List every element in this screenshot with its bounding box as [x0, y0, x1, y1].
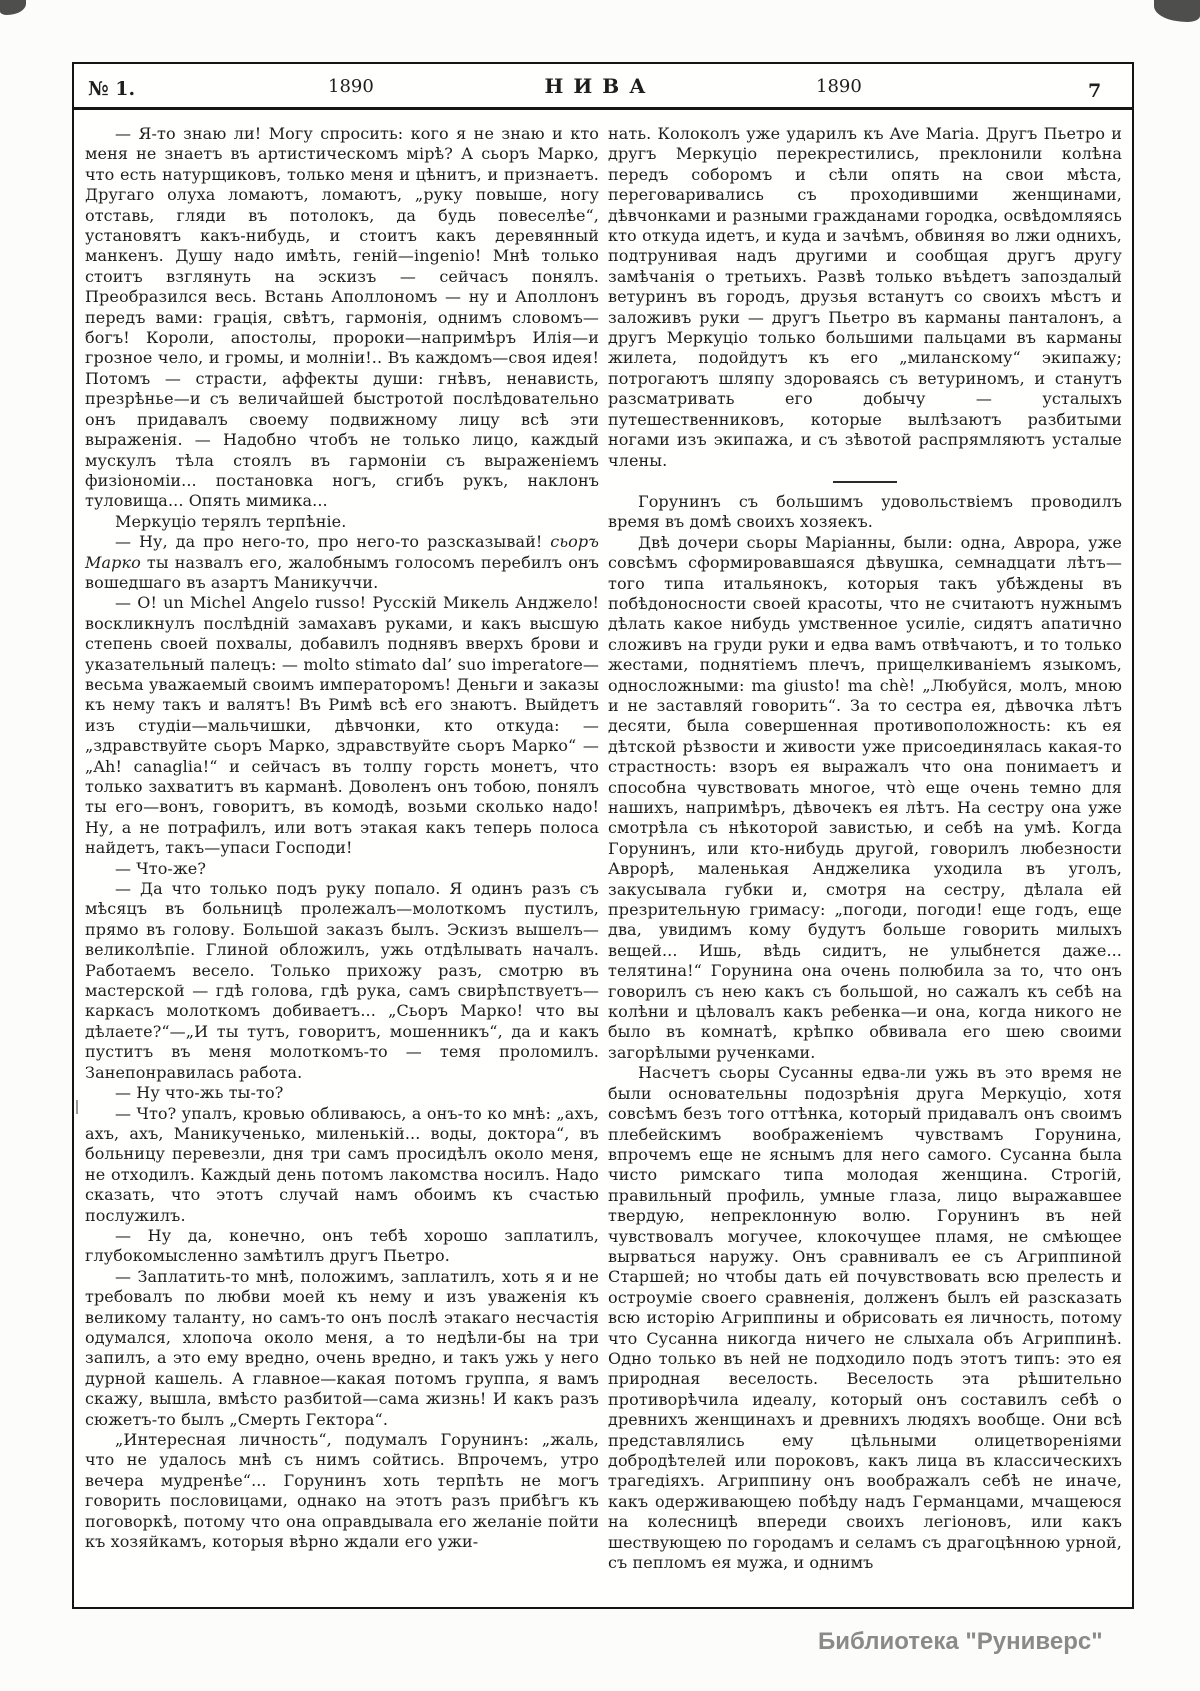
text-run: Меркуціо терялъ терпѣніе. — [115, 511, 347, 531]
text-run: — О! un Michel Angelo russo! Русскій Микель Анджело! воскликнулъ послѣдній замахавъ руками, и какъ высшую степень своей похвалы, добавилъ поднявъ вверхъ брови и указательный палецъ: — molto stimato dal’ suo imperatore—весьма уважаемый своимъ императоромъ! Деньги и заказы къ нему такъ и валятъ! Въ Римѣ всѣ его знаютъ. Выйдетъ изъ студіи—мальчишки, дѣвчонки, кто откуда: — „здравствуйте сьоръ Марко, здравствуйте сьоръ Марко“ — „Ah! canaglia!“ и сейчасъ въ толпу горсть монетъ, что только захватитъ въ карманѣ. Доволенъ онъ тобою, понялъ ты его—вонъ, говоритъ, въ комодѣ, возьми сколько надо! Ну, а не потрафилъ, или вотъ этакая какъ теперь полоса найдетъ, такъ—упаси Господи! — [85, 593, 599, 858]
masthead-title: НИВА — [544, 74, 656, 98]
scan-artifact-left-edge — [76, 1100, 78, 1114]
paragraph — [85, 512, 599, 532]
text-run: „Интересная личность“, подумалъ Горунинъ: „жаль, что не удалось мнѣ съ нимъ сойтись. Впрочемъ, утро вечера мудренѣе“... Горунинъ хоть терпѣть не могъ говорить пословицами, однако на этотъ разъ прибѣгъ къ поговоркѣ, потому что она оправдывала его желаніе пойти къ хозяйкамъ, которыя вѣрно ждали его ужи- — [85, 1430, 599, 1552]
text-column-left — [85, 124, 599, 1552]
paragraph — [608, 492, 1122, 533]
paragraph — [85, 1267, 599, 1430]
paragraph — [85, 879, 599, 1083]
paragraph — [608, 533, 1122, 1064]
paragraph — [85, 593, 599, 858]
text-run: — Заплатить-то мнѣ, положимъ, заплатилъ, хоть я и не требовалъ по любви моей къ нему и изъ уваженія къ великому таланту, но самъ-то онъ послѣ этакаго несчастія одумался, хлопоча около меня, а то недѣли-бы на три запилъ, а это ему вредно, очень вредно, и такъ ужь у него дурной кашель. А главное—какая потомъ группа, я вамъ скажу, вышла, вмѣсто разбитой—сама жизнь! И какъ разъ сюжетъ-то былъ „Смерть Гектора“. — [85, 1266, 599, 1429]
page-number: 7 — [1088, 80, 1102, 102]
year-right: 1890 — [816, 76, 862, 97]
paragraph — [85, 124, 599, 512]
text-run: — Что? упалъ, кровью обливаюсь, а онъ-то ко мнѣ: „ахъ, ахъ, ахъ, Маникученько, миленькій... воды, доктора“, въ больницу перевезли, дня три самъ просидѣлъ около меня, не отходилъ. Каждый день потомъ лакомства носилъ. Надо сказать, что этотъ случай намъ обоимъ къ счастью послужилъ. — [85, 1103, 599, 1225]
year-left: 1890 — [328, 76, 374, 97]
section-separator — [833, 481, 897, 483]
scan-artifact-top-right — [1154, 0, 1200, 22]
text-run: ты назвалъ его, жалобнымъ голосомъ перебилъ онъ вошедшаго въ азартъ Маникуччи. — [85, 552, 599, 592]
watermark: Библиотека "Руниверс" — [818, 1628, 1103, 1655]
paragraph — [85, 1083, 599, 1103]
italic-run: сьоръ Марко — [85, 532, 599, 572]
issue-number: № 1. — [88, 78, 136, 100]
text-run: — Да что только подъ руку попало. Я одинъ разъ съ мѣсяцъ въ больницѣ пролежалъ—молоткомъ пустилъ, прямо въ голову. Большой заказъ былъ. Эскизъ вышелъ—великолѣпіе. Глиной обложилъ, ужь отдѣлывать началъ. Работаемъ весело. Только прихожу разъ, смотрю въ мастерской — гдѣ голова, гдѣ рука, самъ свирѣпствуетъ—каркасъ молоткомъ добиваетъ... „Сьоръ Марко! что вы дѣлаете?“—„И ты тутъ, говоритъ, мошенникъ“, да и какъ пуститъ въ меня молоткомъ-то — темя проломилъ. Занепонравилась работа. — [85, 879, 599, 1082]
text-run: Насчетъ сьоры Сусанны едва-ли ужь въ это время не были основательны подозрѣнія друга Меркуціо, хотя совсѣмъ безъ того оттѣнка, который придавалъ онъ своимъ плебейскимъ воображеніемъ чувствамъ Горунина, впрочемъ еще не яснымъ для него самого. Сусанна была чисто римскаго типа молодая женщина. Строгій, правильный профиль, умные глаза, лицо выражавшее твердую, непреклонную волю. Горунинъ въ ней чувствовалъ могучее, клокочущее пламя, не смѣющее вырваться наружу. Онъ сравнивалъ ее съ Агриппиной Старшей; но чтобы дать ей почувствовать всю прелесть и остроуміе своего сравненія, долженъ былъ ей разсказать всю исторію Агриппины и обрисовать ея личность, потому что Сусанна никогда ничего не слыхала объ Агриппинѣ. Одно только въ ней не подходило подъ этотъ типъ: это ея природная веселость. Веселость эта рѣшительно противорѣчила идеалу, который онъ составилъ себѣ о древнихъ женщинахъ и древнихъ людяхъ вообще. Они всѣ представлялись ему цѣльными олицетвореніями добродѣтелей или пороковъ, какъ лица въ классическихъ трагедіяхъ. Агриппину онъ воображалъ себѣ не иначе, какъ одерживающею побѣду надъ Германцами, мчащеюся на колесницѣ впереди своихъ легіоновъ, или какъ шествующею по городамъ и селамъ съ драгоцѣнною урной, съ пепломъ ея мужа, и однимъ — [608, 1063, 1122, 1573]
paragraph — [85, 1226, 599, 1267]
paragraph — [85, 1430, 599, 1552]
header-rule — [74, 107, 1132, 110]
paragraph — [85, 859, 599, 879]
text-run: — Ну что-жь ты-то? — [115, 1083, 284, 1103]
scan-artifact-top-left — [0, 0, 26, 15]
paragraph — [608, 1063, 1122, 1573]
text-run: — Я-то знаю ли! Могу спросить: кого я не знаю и кто меня не знаетъ въ артистическомъ мірѣ? А сьоръ Марко, что есть натурщиковъ, только меня и цѣнитъ, и признаетъ. Другаго олуха ломаютъ, ломаютъ, „руку повыше, ногу отставь, гляди въ потолокъ, да будь повеселѣе“, установятъ какъ-нибудь, и стоитъ какъ деревянный манкенъ. Душу надо имѣть, геній—ingenio! Мнѣ только стоитъ взглянуть на эскизъ — сейчасъ понялъ. Преобразился весь. Встань Аполлономъ — ну и Аполлонъ передъ вами: грація, свѣтъ, гармонія, однимъ словомъ—богъ! Короли, апостолы, пророки—напримѣръ Илія—и грозное чело, и громы, и молніи!.. Въ каждомъ—своя идея! Потомъ — страсти, аффекты души: гнѣвъ, ненависть, презрѣнье—и съ величайшей быстротой послѣдовательно онъ придавалъ своему подвижному лицу всѣ эти выраженія. — Надобно чтобъ не только лицо, каждый мускулъ тѣла стоялъ въ гармоніи съ выраженіемъ физіономіи... постановка ногъ, сгибъ рукъ, наклонъ туловища... Опять мимика... — [85, 124, 599, 511]
text-run: Двѣ дочери сьоры Маріанны, были: одна, Аврора, уже совсѣмъ сформировавшаяся дѣвушка, семнадцати лѣтъ—того типа итальянокъ, которыя такъ убѣждены въ побѣдоносности своей красоты, что не считаютъ нужнымъ дѣлать какое нибудь умственное усиліе, сидятъ апатично сложивъ на груди руки и едва вамъ отвѣчаютъ, и то только жестами, поднятіемъ плечъ, прищелкиваніемъ языкомъ, односложными: ma giusto! ma chè! „Любуйся, молъ, мною и не заставляй говорить“. За то сестра ея, дѣвочка лѣтъ десяти, была совершенная противоположность: къ ея дѣтской рѣзвости и живости уже присоединялась какая-то страстность: взоръ ея выражалъ что она понимаетъ и способна чувствовать многое, что̀ еще очень темно для нашихъ, напримѣръ, дѣвочекъ ея лѣтъ. На сестру она уже смотрѣла съ нѣкоторой завистью, и себѣ на умѣ. Когда Горунинъ, или кто-нибудь другой, говорилъ любезности Аврорѣ, маленькая Анджелика уходила въ уголъ, закусывала губки и, смотря на сестру, дѣлала ей презрительную гримасу: „погоди, погоди! еще годъ, еще два, увидимъ кому будутъ больше говорить милыхъ вещей... Ишь, вѣдь сидитъ, не улыбнется даже... телятина!“ Горунина она очень полюбила за то, что онъ говорилъ съ нею какъ съ большой, но сажалъ къ себѣ на колѣни и цѣловалъ какъ ребенка—и она, когда никого не было въ комнатѣ, крѣпко обвивала его шею своими загорѣлыми рученками. — [608, 532, 1122, 1062]
text-run: Горунинъ съ большимъ удовольствіемъ проводилъ время въ домѣ своихъ хозяекъ. — [608, 491, 1122, 532]
paragraph — [85, 1104, 599, 1226]
text-run: — Ну да, конечно, онъ тебѣ хорошо заплатилъ, глубокомысленно замѣтилъ другъ Пьетро. — [85, 1225, 599, 1266]
paragraph — [608, 124, 1122, 471]
text-run: нать. Колоколъ уже ударилъ къ Ave Maria. Другъ Пьетро и другъ Меркуціо перекрестились, преклонили колѣна передъ соборомъ и сѣли опять на свои мѣста, переговаривались съ проходившими женщинами, дѣвчонками и разными гражданами городка, освѣдомляясь кто откуда идетъ, и куда и зачѣмъ, обвиняя во лжи однихъ, подтрунивая надъ другими и сообщая другъ другу замѣчанія о третьихъ. Развѣ только въѣдетъ запоздалый ветуринъ въ городъ, друзья встанутъ со своихъ мѣстъ и заложивъ руки — другъ Пьетро въ карманы панталонъ, а другъ Меркуціо только большими пальцами въ карманы жилета, подойдутъ къ его „миланскому“ экипажу; потрогаютъ шляпу здороваясь съ ветуриномъ, и станутъ разсматривать его добычу — усталыхъ путешественниковъ, которые вылѣзаютъ разбитыми ногами изъ экипажа, и съ зѣвотой распрямляютъ усталые члены. — [608, 124, 1122, 470]
text-run: — Что-же? — [115, 858, 207, 878]
text-column-right — [608, 124, 1122, 1573]
paragraph — [85, 532, 599, 593]
text-run: — Ну, да про него-то, про него-то разсказывай! — [115, 532, 551, 552]
